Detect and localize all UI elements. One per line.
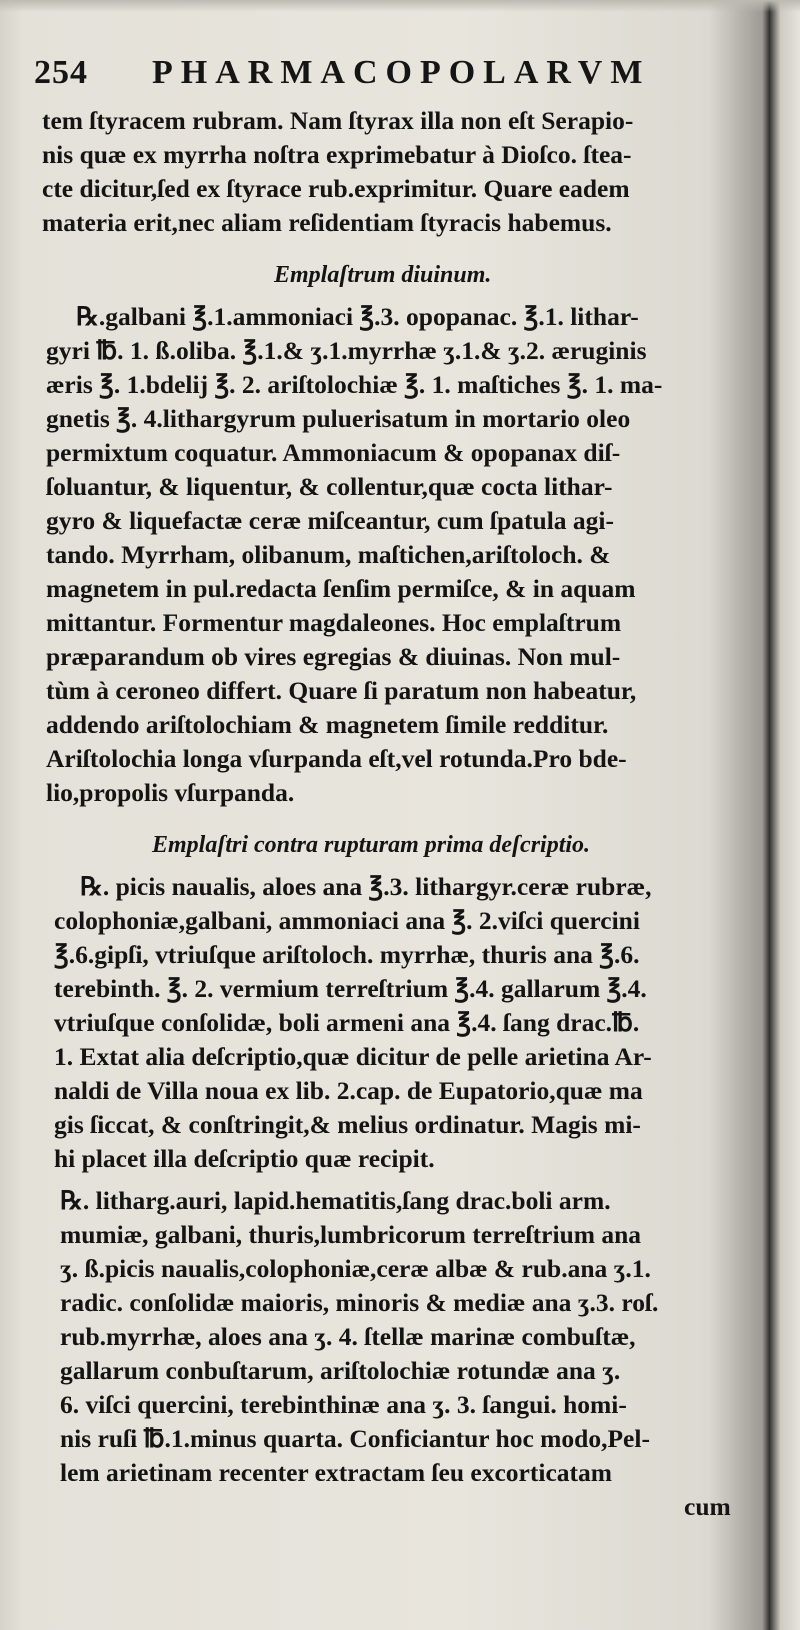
text-line: ʒ. ß.picis naualis,colophoniæ,ceræ albæ & rub.ana ʒ.1. — [60, 1254, 651, 1283]
section-heading: Emplaſtrum diuinum. — [274, 262, 492, 288]
text-line: mittantur. Formentur magdaleones. Hoc emplaſtrum — [46, 608, 622, 637]
text-line: tùm à ceroneo differt. Quare ſi paratum non habeatur, — [46, 676, 637, 705]
text-line: ſoluantur, & liquentur, & collentur,quæ cocta lithar- — [46, 472, 613, 501]
text-line: æris ℥. 1.bdelij ℥. 2. ariſtolochiæ ℥. 1. maſtiches ℥. 1. ma- — [46, 370, 663, 399]
text-line: colophoniæ,galbani, ammoniaci ana ℥. 2.viſci quercini — [54, 906, 640, 935]
text-line: gis ſiccat, & conſtringit,& melius ordinatur. Magis mi- — [54, 1110, 641, 1139]
page-edge-shadow — [770, 0, 800, 1630]
text-line: permixtum coquatur. Ammoniacum & opopanax diſ- — [46, 438, 621, 467]
text-line: magnetem in pul.redacta ſenſim permiſce, & in aquam — [46, 574, 636, 603]
text-line: mumiæ, galbani, thuris,lumbricorum terreſtrium ana — [60, 1220, 642, 1249]
catchword: cum — [684, 1492, 731, 1521]
text-line: gyro & liquefactæ ceræ miſceantur, cum ſpatula agi- — [46, 506, 615, 535]
text-line: Ariſtolochia longa vſurpanda eſt,vel rotunda.Pro bde- — [46, 744, 627, 773]
text-line: tem ſtyracem rubram. Nam ſtyrax illa non eſt Serapio- — [42, 106, 634, 135]
text-line: nis quæ ex myrrha noſtra exprimebatur à Dioſco. ſtea- — [42, 140, 632, 169]
text-line: 1. Extat alia deſcriptio,quæ dicitur de pelle arietina Ar- — [54, 1042, 652, 1071]
section-heading: Emplaſtri contra rupturam prima deſcriptio. — [152, 832, 591, 858]
page-number: 254 — [34, 54, 88, 91]
running-head: PHARMACOPOLARVM — [152, 54, 651, 91]
text-line: nis ruſi ℔.1.minus quarta. Conficiantur hoc modo,Pel- — [60, 1424, 650, 1453]
text-line: ℥.6.gipſi, vtriuſque ariſtoloch. myrrhæ, thuris ana ℥.6. — [54, 940, 640, 969]
text-line: addendo ariſtolochiam & magnetem ſimile redditur. — [46, 710, 609, 739]
text-line: ℞. picis naualis, aloes ana ℥.3. lithargyr.ceræ rubræ, — [80, 872, 652, 901]
text-line: ℞. litharg.auri, lapid.hematitis,ſang drac.boli arm. — [60, 1186, 611, 1215]
text-line: gallarum conbuſtarum, ariſtolochiæ rotundæ ana ʒ. — [60, 1356, 621, 1385]
text-line: tando. Myrrham, olibanum, maſtichen,ariſtoloch. & — [46, 540, 611, 569]
text-line: lio,propolis vſurpanda. — [46, 778, 295, 807]
text-line: cte dicitur,ſed ex ſtyrace rub.exprimitur. Quare eadem — [42, 174, 630, 203]
page-header — [34, 54, 734, 100]
text-line: gnetis ℥. 4.lithargyrum puluerisatum in mortario oleo — [46, 404, 631, 433]
text-line: præparandum ob vires egregias & diuinas. Non mul- — [46, 642, 621, 671]
text-line: gyri ℔. 1. ß.oliba. ℥.1.& ʒ.1.myrrhæ ʒ.1.& ʒ.2. æruginis — [46, 336, 647, 365]
text-line: radic. conſolidæ maioris, minoris & mediæ ana ʒ.3. roſ. — [60, 1288, 659, 1317]
text-line: naldi de Villa noua ex lib. 2.cap. de Eupatorio,quæ ma — [54, 1076, 643, 1105]
text-line: vtriuſque conſolidæ, boli armeni ana ℥.4. ſang drac.℔. — [54, 1008, 640, 1037]
text-line: rub.myrrhæ, aloes ana ʒ. 4. ſtellæ marinæ combuſtæ, — [60, 1322, 636, 1351]
text-line: ℞.galbani ℥.1.ammoniaci ℥.3. opopanac. ℥.1. lithar- — [76, 302, 639, 331]
text-line: materia erit,nec aliam reſidentiam ſtyracis habemus. — [42, 208, 612, 237]
text-line: 6. viſci quercini, terebinthinæ ana ʒ. 3. ſangui. homi- — [60, 1390, 627, 1419]
text-line: lem arietinam recenter extractam ſeu excorticatam — [60, 1458, 612, 1487]
text-line: terebinth. ℥. 2. vermium terreſtrium ℥.4. gallarum ℥.4. — [54, 974, 647, 1003]
text-line: hi placet illa deſcriptio quæ recipit. — [54, 1144, 435, 1173]
page-top-shadow — [0, 0, 800, 12]
